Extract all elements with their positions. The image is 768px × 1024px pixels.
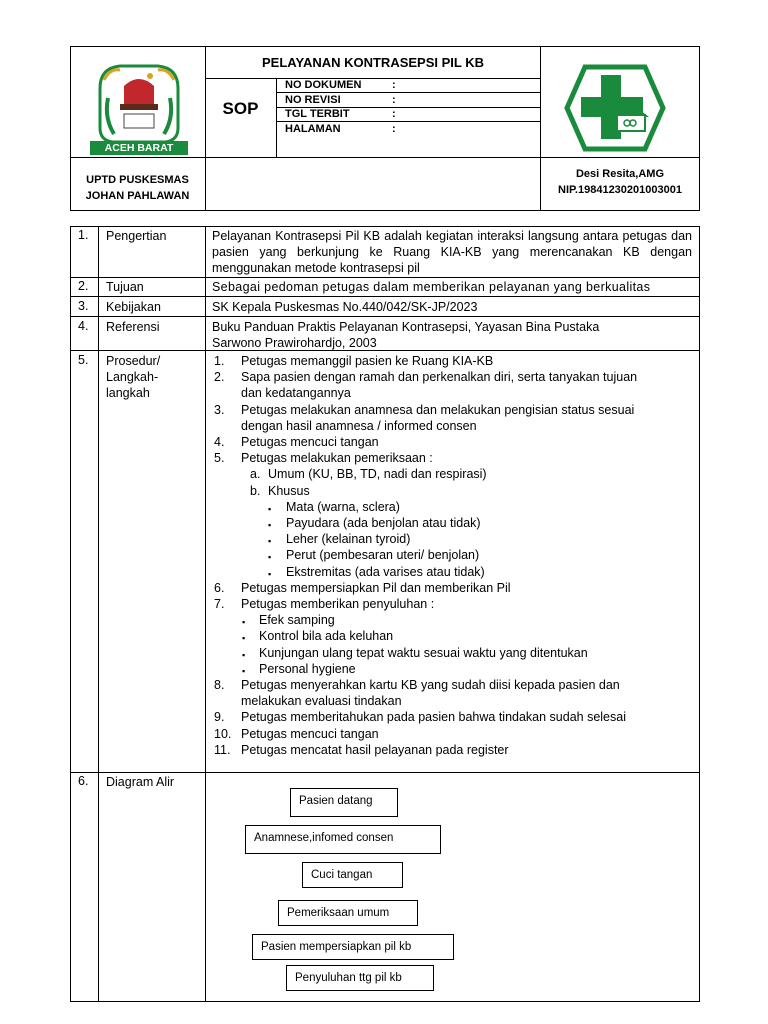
procedure-text: Petugas memberikan penyuluhan : [241, 597, 435, 611]
row-content-kebijakan: SK Kepala Puskesmas No.440/042/SK-JP/2023 [212, 300, 478, 314]
procedure-marker: ▪ [268, 503, 272, 514]
procedure-text: Kontrol bila ada keluhan [259, 629, 394, 644]
procedure-text: Leher (kelainan tyroid) [286, 532, 411, 547]
sop-label: SOP [222, 99, 259, 118]
procedure-text: Umum (KU, BB, TD, nadi dan respirasi) [268, 467, 487, 482]
procedure-text: Petugas melakukan anamnesa dan melakukan pengisian status sesuai [241, 402, 635, 417]
row-content-referensi: Buku Panduan Praktis Pelayanan Kontrasepsi, Yayasan Bina Pustaka Sarwono Prawirohardjo, 2003 [212, 320, 600, 350]
procedure-text: Personal hygiene [259, 661, 356, 676]
row-label-kebijakan: Kebijakan [106, 300, 161, 314]
procedure-marker: 5. [214, 451, 225, 466]
row-label-pengertian: Pengertian [106, 229, 167, 243]
procedure-marker: ▪ [242, 617, 246, 628]
procedure-text: Petugas mempersiapkan Pil dan memberikan Pil [241, 580, 511, 595]
row-label-diagram: Diagram Alir [106, 775, 175, 789]
procedure-text: Petugas mencuci tangan [241, 726, 379, 741]
signer-name: Desi Resita,AMG [575, 168, 665, 180]
procedure-text: Petugas mencuci tangan [241, 435, 379, 449]
aceh-barat-logo [90, 58, 188, 156]
procedure-text: Khusus [268, 483, 310, 498]
flow-step-penyuluhan: Penyuluhan ttg pil kb [286, 965, 434, 991]
procedure-text: Mata (warna, sclera) [286, 499, 400, 514]
meta-label: NO DOKUMEN [285, 79, 362, 91]
row-label-prosedur [106, 353, 160, 401]
meta-value: : [392, 79, 396, 91]
procedure-text: Petugas memanggil pasien ke Ruang KIA-KB [241, 354, 494, 368]
row-number: 3. [78, 299, 89, 313]
row-label-tujuan: Tujuan [106, 280, 144, 294]
procedure-text: Kunjungan ulang tepat waktu sesuai waktu yang ditentukan [259, 645, 588, 660]
org-name [70, 172, 205, 204]
logo-text: ACEH BARAT [90, 141, 188, 155]
flow-step-pemeriksaan: Pemeriksaan umum [278, 900, 418, 926]
procedure-marker: 10. [214, 726, 232, 741]
procedure-text: Petugas menyerahkan kartu KB yang sudah diisi kepada pasien dan [241, 678, 620, 692]
procedure-text: Petugas memberitahukan pada pasien bahwa tindakan sudah selesai [241, 710, 626, 725]
meta-no-revisi [285, 93, 396, 107]
meta-halaman [285, 122, 396, 136]
procedure-text: dengan hasil anamnesa / informed consen [241, 418, 477, 433]
procedure-marker: 2. [214, 370, 225, 385]
procedure-marker: 1. [214, 354, 225, 368]
flow-step-pasien-datang: Pasien datang [290, 788, 398, 817]
org-line-2: JOHAN PAHLAWAN [85, 190, 190, 202]
procedure-text: melakukan evaluasi tindakan [241, 694, 402, 709]
row-number: 1. [78, 228, 89, 242]
row-content-pengertian: Pelayanan Kontrasepsi Pil KB adalah kegiatan interaksi langsung antara petugas dan pasien yang berkunjung ke Ruang KIA-KB yang merencanakan KB dengan menggunakan metode kontrasepsi pil [212, 229, 692, 275]
label-line: Prosedur/ [106, 354, 161, 368]
procedure-text: Payudara (ada benjolan atau tidak) [286, 516, 481, 530]
procedure-marker: 6. [214, 580, 225, 595]
puskesmas-logo [563, 63, 667, 153]
row-number: 5. [78, 353, 89, 367]
procedure-marker: ▪ [242, 649, 246, 660]
procedure-marker: a. [250, 467, 261, 482]
procedure-marker: ▪ [268, 536, 272, 547]
procedure-marker: ▪ [268, 520, 272, 530]
row-number: 6. [78, 774, 89, 788]
procedure-marker: ▪ [242, 665, 246, 676]
flow-step-mempersiapkan-pil: Pasien mempersiapkan pil kb [252, 934, 454, 960]
procedure-marker: 4. [214, 435, 225, 449]
meta-value: : [392, 108, 396, 120]
label-line: langkah [106, 386, 150, 400]
signer-nip: NIP.19841230201003001 [558, 184, 682, 196]
meta-label: TGL TERBIT [285, 108, 350, 120]
procedure-text: Ekstremitas (ada varises atau tidak) [286, 564, 485, 579]
meta-value: : [392, 94, 396, 106]
procedure-text: dan kedatangannya [241, 386, 351, 401]
procedure-text: Sapa pasien dengan ramah dan perkenalkan diri, serta tanyakan tujuan [241, 370, 638, 385]
flow-step-anamnese: Anamnese,infomed consen [245, 825, 441, 854]
procedure-marker: ▪ [268, 552, 272, 563]
label-line: Langkah- [106, 370, 159, 384]
procedure-marker: 7. [214, 597, 225, 611]
meta-value: : [392, 123, 396, 135]
procedure-text: Petugas mencatat hasil pelayanan pada register [241, 742, 509, 757]
meta-no-dokumen [285, 78, 396, 92]
procedure-marker: ▪ [268, 568, 272, 579]
procedure-marker: b. [250, 483, 261, 498]
procedure-text: Perut (pembesaran uteri/ benjolan) [286, 548, 480, 563]
org-line-1: UPTD PUSKESMAS [86, 174, 189, 186]
row-content-tujuan: Sebagai pedoman petugas dalam memberikan pelayanan yang berkualitas [212, 280, 651, 294]
flow-step-cuci-tangan: Cuci tangan [302, 862, 403, 888]
row-number: 2. [78, 279, 89, 293]
procedure-marker: 9. [214, 710, 225, 725]
procedure-marker: ▪ [242, 633, 246, 644]
document-title: PELAYANAN KONTRASEPSI PIL KB [261, 55, 484, 70]
meta-tgl-terbit [285, 107, 396, 121]
procedure-text: Efek samping [259, 613, 335, 628]
signer-block [540, 166, 700, 198]
row-number: 4. [78, 319, 89, 333]
row-label-referensi: Referensi [106, 320, 160, 334]
procedure-marker: 11. [214, 742, 231, 757]
procedure-text: Petugas melakukan pemeriksaan : [241, 451, 433, 466]
meta-label: HALAMAN [285, 123, 341, 135]
meta-label: NO REVISI [285, 94, 341, 106]
procedure-marker: 3. [214, 402, 225, 417]
procedure-marker: 8. [214, 678, 225, 692]
